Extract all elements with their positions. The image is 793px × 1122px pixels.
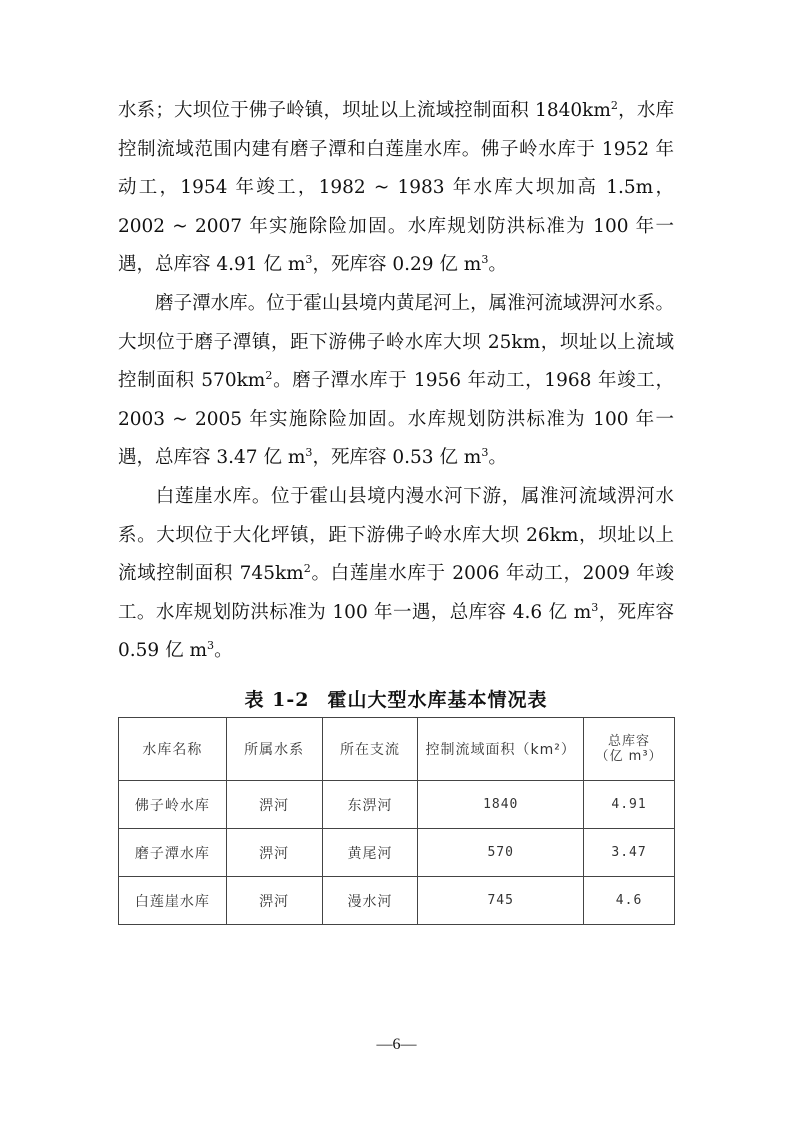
cell-capacity: 4.6 (584, 877, 675, 925)
paragraph-bailianya: 白莲崖水库。位于霍山县境内漫水河下游，属淮河流域淠河水系。大坝位于大化坪镇，距下游佛子岭水库大坝 26km，坝址以上流域控制面积 $745km^2$。白莲崖水库于 2006 年动工，2009 年竣工。水库规划防洪标准为 100 年一遇，总库容 4.6 亿 $m^3$，死库容 0.59 亿 $m^3$。 (118, 485, 674, 662)
page-number: —6— (376, 1036, 417, 1053)
cell-system: 淠河 (226, 829, 322, 877)
header-name: 水库名称 (119, 718, 227, 781)
header-capacity-line2: （亿 m³） (595, 749, 663, 764)
table-row (119, 877, 675, 925)
cell-area: 570 (418, 829, 584, 877)
header-tributary: 所在支流 (322, 718, 418, 781)
paragraph-mozitan: 磨子潭水库。位于霍山县境内黄尾河上，属淮河流域淠河水系。大坝位于磨子潭镇，距下游佛子岭水库大坝 25km，坝址以上流域控制面积 $570km^2$。磨子潭水库于 1956 年动工，1968 年竣工，2003 ~ 2005 年实施除险加固。水库规划防洪标准为 100 年一遇，总库容 3.47 亿 $m^3$，死库容 0.53 亿 $m^3$。 (118, 292, 674, 469)
table-caption-number: 表 1-2 (244, 688, 310, 711)
cell-name: 白莲崖水库 (119, 877, 227, 925)
cell-system: 淠河 (226, 877, 322, 925)
body-text (118, 92, 674, 717)
cell-tributary: 黄尾河 (322, 829, 418, 877)
cell-capacity: 3.47 (584, 829, 675, 877)
cell-system: 淠河 (226, 781, 322, 829)
cell-tributary: 东淠河 (322, 781, 418, 829)
paragraph-foziling: 水系；大坝位于佛子岭镇，坝址以上流域控制面积 $1840km^2$，水库控制流域范围内建有磨子潭和白莲崖水库。佛子岭水库于 1952 年动工，1954 年竣工，1982 ~ 1983 年水库大坝加高 1.5m，2002 ~ 2007 年实施除险加固。水库规划防洪标准为 100 年一遇，总库容 4.91 亿 $m^3$，死库容 0.29 亿 $m^3$。 (118, 98, 674, 276)
cell-name: 佛子岭水库 (119, 781, 227, 829)
header-capacity (584, 718, 675, 781)
table-row (119, 829, 675, 877)
header-system: 所属水系 (226, 718, 322, 781)
cell-area: 745 (418, 877, 584, 925)
table-header-row (119, 718, 675, 781)
table-row (119, 781, 675, 829)
cell-tributary: 漫水河 (322, 877, 418, 925)
cell-capacity: 4.91 (584, 781, 675, 829)
header-capacity-line1: 总库容 (608, 734, 651, 749)
cell-area: 1840 (418, 781, 584, 829)
reservoir-table (118, 717, 675, 925)
table-caption (118, 683, 674, 717)
table-caption-title: 霍山大型水库基本情况表 (327, 688, 548, 711)
header-area: 控制流域面积（km²） (418, 718, 584, 781)
cell-name: 磨子潭水库 (119, 829, 227, 877)
